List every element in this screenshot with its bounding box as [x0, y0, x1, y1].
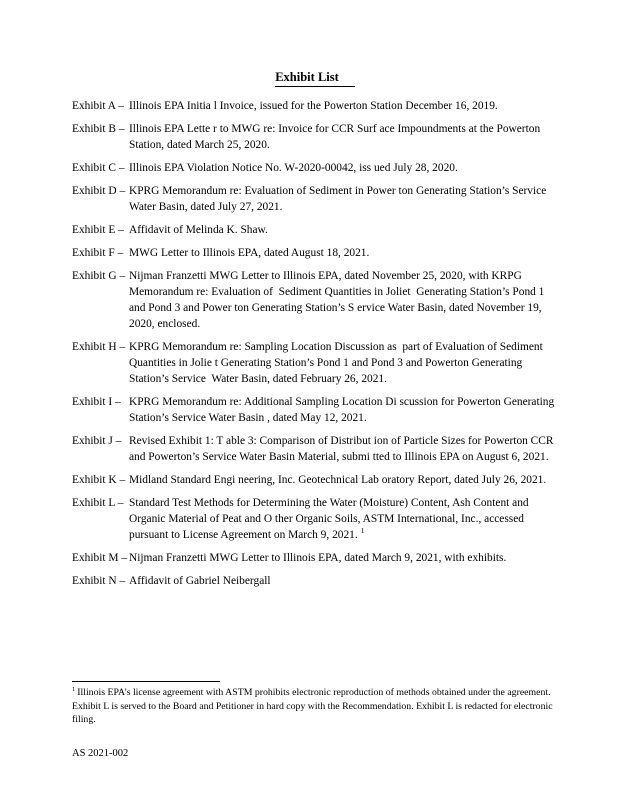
footnote-divider — [72, 681, 220, 682]
exhibit-text — [129, 183, 558, 215]
exhibit-item — [72, 495, 558, 543]
exhibit-label: Exhibit A – — [72, 100, 124, 112]
exhibit-item — [72, 222, 558, 238]
exhibit-text — [129, 495, 558, 543]
exhibit-label: Exhibit F – — [72, 247, 124, 259]
exhibit-text — [129, 98, 558, 114]
exhibit-item — [72, 121, 558, 153]
exhibit-text-body: KPRG Memorandum re: Additional Sampling Location Di scussion for Powerton Generating Station’s Service Water Basin , dated May 12, 2021. — [129, 396, 558, 424]
exhibit-text-body: KPRG Memorandum re: Sampling Location Discussion as part of Evaluation of Sediment Quantities in Jolie t Generating Station’s Pond 1 and Pond 3 and Powerton Generating Station’s Service Water Basin, dated February 26, 2021. — [129, 341, 546, 385]
exhibit-text-body: Nijman Franzetti MWG Letter to Illinois EPA, dated March 9, 2021, with exhibits. — [129, 552, 507, 564]
exhibit-text — [129, 121, 558, 153]
exhibit-item — [72, 245, 558, 261]
exhibit-text — [129, 339, 558, 387]
document-content — [72, 68, 558, 596]
exhibit-item — [72, 98, 558, 114]
exhibit-text-body: Illinois EPA Initia l Invoice, issued for the Powerton Station December 16, 2019. — [129, 100, 498, 112]
page-title: Exhibit List — [275, 70, 355, 87]
exhibit-text-body: KPRG Memorandum re: Evaluation of Sediment in Power ton Generating Station’s Service Water Basin, dated July 27, 2021. — [129, 185, 549, 213]
exhibit-item — [72, 339, 558, 387]
exhibit-text — [129, 573, 558, 589]
footnote-ref: 1 — [360, 526, 365, 536]
exhibit-label: Exhibit L – — [72, 497, 124, 509]
footnote-text: Illinois EPA’s license agreement with ASTM prohibits electronic reproduction of methods obtained under the agreement. Exhibit L is served to the Board and Petitioner in hard copy with the Recommendation. Exhibit L is redacted for electronic filing. — [72, 687, 553, 725]
exhibit-text-body: Nijman Franzetti MWG Letter to Illinois EPA, dated November 25, 2020, with KRPG Memorandum re: Evaluation of Sediment Quantities in Joliet Generating Station’s Pond 1 and Pond 3 and Power ton Generating Station’s S ervice Water Basin, dated November 19, 2020, enclosed. — [129, 270, 548, 330]
exhibit-text — [129, 550, 558, 566]
exhibit-text — [129, 472, 558, 488]
exhibit-label: Exhibit D – — [72, 185, 126, 197]
exhibit-text-body: Affidavit of Melinda K. Shaw. — [129, 224, 268, 236]
exhibit-item — [72, 183, 558, 215]
exhibit-label: Exhibit K – — [72, 474, 126, 486]
exhibit-text-body: Midland Standard Engi neering, Inc. Geotechnical Lab oratory Report, dated July 26, 2021. — [129, 474, 547, 486]
exhibit-text — [129, 268, 558, 332]
exhibit-item — [72, 433, 558, 465]
exhibit-text — [129, 160, 558, 176]
exhibit-label: Exhibit M – — [72, 552, 128, 564]
exhibit-text — [129, 245, 558, 261]
exhibit-label: Exhibit H – — [72, 341, 126, 353]
exhibit-text-body: Affidavit of Gabriel Neibergall — [129, 575, 271, 587]
exhibit-label: Exhibit N – — [72, 575, 126, 587]
exhibit-label: Exhibit C – — [72, 162, 125, 174]
docket-number: AS 2021-002 — [72, 748, 129, 759]
exhibit-item — [72, 394, 558, 426]
exhibit-label: Exhibit I – — [72, 396, 121, 408]
exhibit-text-body: Illinois EPA Violation Notice No. W-2020-00042, iss ued July 28, 2020. — [129, 162, 458, 174]
exhibit-text-body: Revised Exhibit 1: T able 3: Comparison of Distribut ion of Particle Sizes for Powerton CCR and Powerton’s Service Water Basin Material, submi tted to Illinois EPA on August 6, 2021. — [129, 435, 557, 463]
exhibit-item — [72, 573, 558, 589]
exhibit-text-body: Illinois EPA Lette r to MWG re: Invoice for CCR Surf ace Impoundments at the Powerton Station, dated March 25, 2020. — [129, 123, 544, 151]
exhibit-text — [129, 433, 558, 465]
exhibit-text — [129, 222, 558, 238]
exhibit-item — [72, 268, 558, 332]
exhibit-text — [129, 394, 558, 426]
exhibit-text-body: Standard Test Methods for Determining the Water (Moisture) Content, Ash Content and Organic Material of Peat and O ther Organic Soils, ASTM International, Inc., accessed pursuant to License Agreement on March 9, 2021. — [129, 497, 532, 541]
title-row — [72, 68, 558, 87]
footnote — [72, 681, 554, 727]
exhibit-list — [72, 98, 558, 589]
exhibit-label: Exhibit B – — [72, 123, 125, 135]
exhibit-label: Exhibit G – — [72, 270, 126, 282]
exhibit-label: Exhibit J – — [72, 435, 122, 447]
exhibit-text-body: MWG Letter to Illinois EPA, dated August 18, 2021. — [129, 247, 370, 259]
footnote-marker: 1 — [72, 685, 76, 693]
exhibit-label: Exhibit E – — [72, 224, 124, 236]
exhibit-item — [72, 472, 558, 488]
exhibit-item — [72, 550, 558, 566]
exhibit-item — [72, 160, 558, 176]
